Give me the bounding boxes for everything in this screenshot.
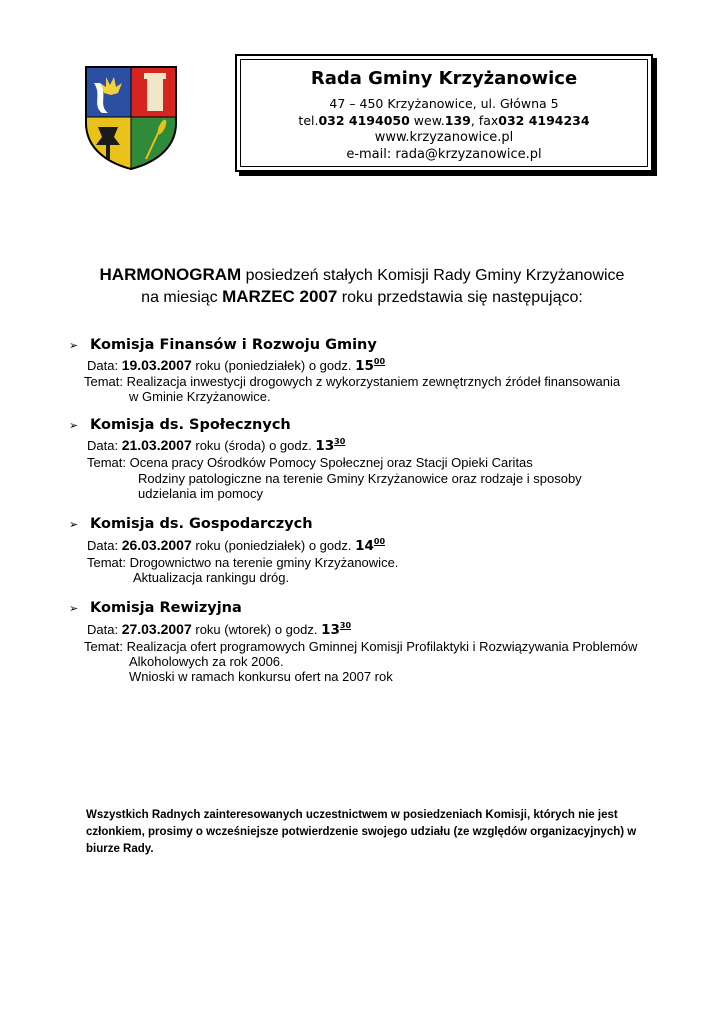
committee-name: ➢ Komisja ds. Społecznych	[69, 417, 291, 433]
committee-topic: Temat: Realizacja ofert programowych Gminnej Komisji Profilaktyki i Rozwiązywania Problemów	[84, 639, 638, 654]
committee-date: Data: 26.03.2007 roku (poniedziałek) o godz. $14^{00}$	[87, 537, 386, 554]
committee-topic: Temat: Ocena pracy Ośrodków Pomocy Społecznej oraz Stacji Opieki Caritas	[87, 455, 533, 470]
address: 47 – 450 Krzyżanowice, ul. Główna 5	[329, 96, 559, 111]
committee-topic: Temat: Drogownictwo na terenie gminy Krzyżanowice.	[87, 555, 399, 570]
committee-name: ➢ Komisja Rewizyjna	[69, 600, 242, 616]
committee-topic-cont: Rodziny patologiczne na terenie Gminy Krzyżanowice oraz rodzaje i sposoby	[138, 471, 582, 486]
committee-name: ➢ Komisja ds. Gospodarczych	[69, 516, 313, 532]
committee-topic: Temat: Realizacja inwestycji drogowych z wykorzystaniem zewnętrznych źródeł finansowania	[84, 374, 621, 389]
committee-date: Data: 21.03.2007 roku (środa) o godz. $13^{30}$	[87, 437, 346, 454]
committee-topic-cont: w Gminie Krzyżanowice.	[129, 389, 271, 404]
email-link[interactable]: e-mail: rada@krzyzanowice.pl	[346, 147, 542, 162]
committee-topic-cont: Aktualizacja rankingu dróg.	[133, 570, 290, 585]
letterhead-box	[235, 54, 653, 172]
phone-line: tel.032 4194050 wew.139, fax032 4194234	[298, 113, 590, 128]
committee-date: Data: 27.03.2007 roku (wtorek) o godz. $13^{30}$	[87, 621, 352, 638]
committee-topic-cont: Alkoholowych za rok 2006.	[129, 654, 284, 669]
committee-topic-cont: Wnioski w ramach konkursu ofert na 2007 rok	[129, 669, 393, 684]
arrowhead-bullet-icon: ➢	[69, 339, 79, 352]
arrowhead-bullet-icon: ➢	[69, 518, 79, 531]
arrowhead-bullet-icon: ➢	[69, 419, 79, 432]
arrowhead-bullet-icon: ➢	[69, 602, 79, 615]
organization-name: Rada Gminy Krzyżanowice	[310, 68, 578, 89]
coat-of-arms-icon	[84, 65, 178, 170]
committee-name: ➢ Komisja Finansów i Rozwoju Gminy	[69, 337, 377, 353]
committee-date: Data: 19.03.2007 roku (poniedziałek) o godz. $15^{00}$	[87, 357, 386, 374]
website-link[interactable]: www.krzyzanowice.pl	[374, 130, 514, 145]
footer-note: Wszystkich Radnych zainteresowanych uczestnictwem w posiedzeniach Komisji, których nie jest członkiem, prosimy o wcześniejsze potwierdzenie swojego udziału (ze względów organizacyjnych) w biurze Rady.	[86, 809, 637, 855]
committee-topic-cont: udzielania im pomocy	[138, 486, 264, 501]
document-title: HARMONOGRAM posiedzeń stałych Komisji Rady Gminy Krzyżanowice na miesiąc MARZEC 2007 roku przedstawia się następująco:	[99, 265, 625, 306]
